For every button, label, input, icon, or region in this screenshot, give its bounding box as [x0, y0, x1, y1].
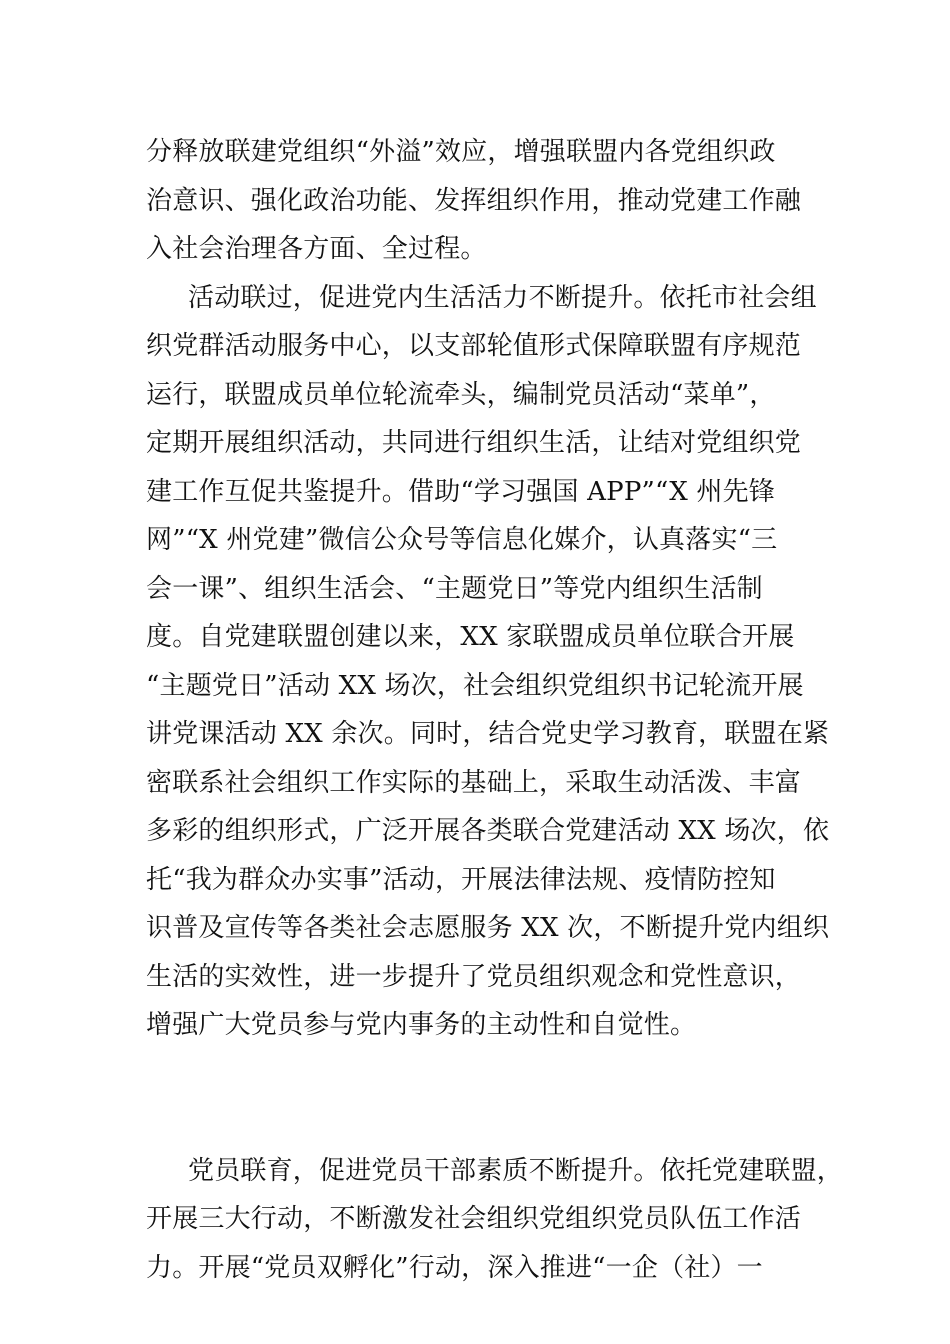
text-line: 多彩的组织形式，广泛开展各类联合党建活动 XX 场次，依: [146, 816, 830, 846]
text-line: 识普及宣传等各类社会志愿服务 XX 次，不断提升党内组织: [146, 913, 830, 943]
text-line: 密联系社会组织工作实际的基础上，采取生动活泼、丰富: [146, 767, 802, 798]
text-line: 定期开展组织活动，共同进行组织生活，让结对党组织党: [146, 428, 802, 458]
text-line: 讲党课活动 XX 余次。同时，结合党史学习教育，联盟在紧: [146, 719, 830, 749]
text-line: [146, 1098, 826, 1147]
text-line: 增强广大党员参与党内事务的主动性和自觉性。: [146, 1010, 697, 1040]
text-line: 度。自党建联盟创建以来，XX 家联盟成员单位联合开展: [146, 622, 795, 652]
text-line: 党员联育，促进党员干部素质不断提升。依托党建联盟，: [188, 1155, 844, 1186]
text-line: 运行，联盟成员单位轮流牵头，编制党员活动“菜单”，: [146, 379, 776, 410]
text-line: 会一课”、组织生活会、“主题党日”等党内组织生活制: [146, 573, 763, 604]
text-line: 活动联过，促进党内生活活力不断提升。依托市社会组: [188, 282, 817, 313]
text-line: 织党群活动服务中心，以支部轮值形式保障联盟有序规范: [146, 331, 802, 361]
text-line: “主题党日”活动 XX 场次，社会组织党组织书记轮流开展: [146, 670, 804, 701]
text-line: 托“我为群众办实事”活动，开展法律法规、疫情防控知: [146, 864, 776, 895]
document-body: [146, 128, 844, 1292]
text-line: 建工作互促共鉴提升。借助“学习强国 APP”“X 州先锋: [146, 476, 776, 507]
paragraph-2: [146, 274, 830, 1147]
text-line: 开展三大行动，不断激发社会组织党组织党员队伍工作活: [146, 1204, 802, 1234]
text-line: 分释放联建党组织“外溢”效应，增强联盟内各党组织政: [146, 137, 776, 167]
text-line: 生活的实效性，进一步提升了党员组织观念和党性意识，: [146, 961, 802, 992]
text-line: 入社会治理各方面、全过程。: [146, 234, 487, 264]
text-line: [146, 1050, 826, 1099]
text-line: 治意识、强化政治功能、发挥组织作用，推动党建工作融: [146, 185, 802, 216]
text-line: 力。开展“党员双孵化”行动，深入推进“一企（社）一: [146, 1252, 763, 1283]
paragraph-1: [146, 128, 826, 274]
text-line: 网”“X 州党建”微信公众号等信息化媒介，认真落实“三: [146, 525, 778, 555]
paragraph-3: [146, 1147, 844, 1293]
